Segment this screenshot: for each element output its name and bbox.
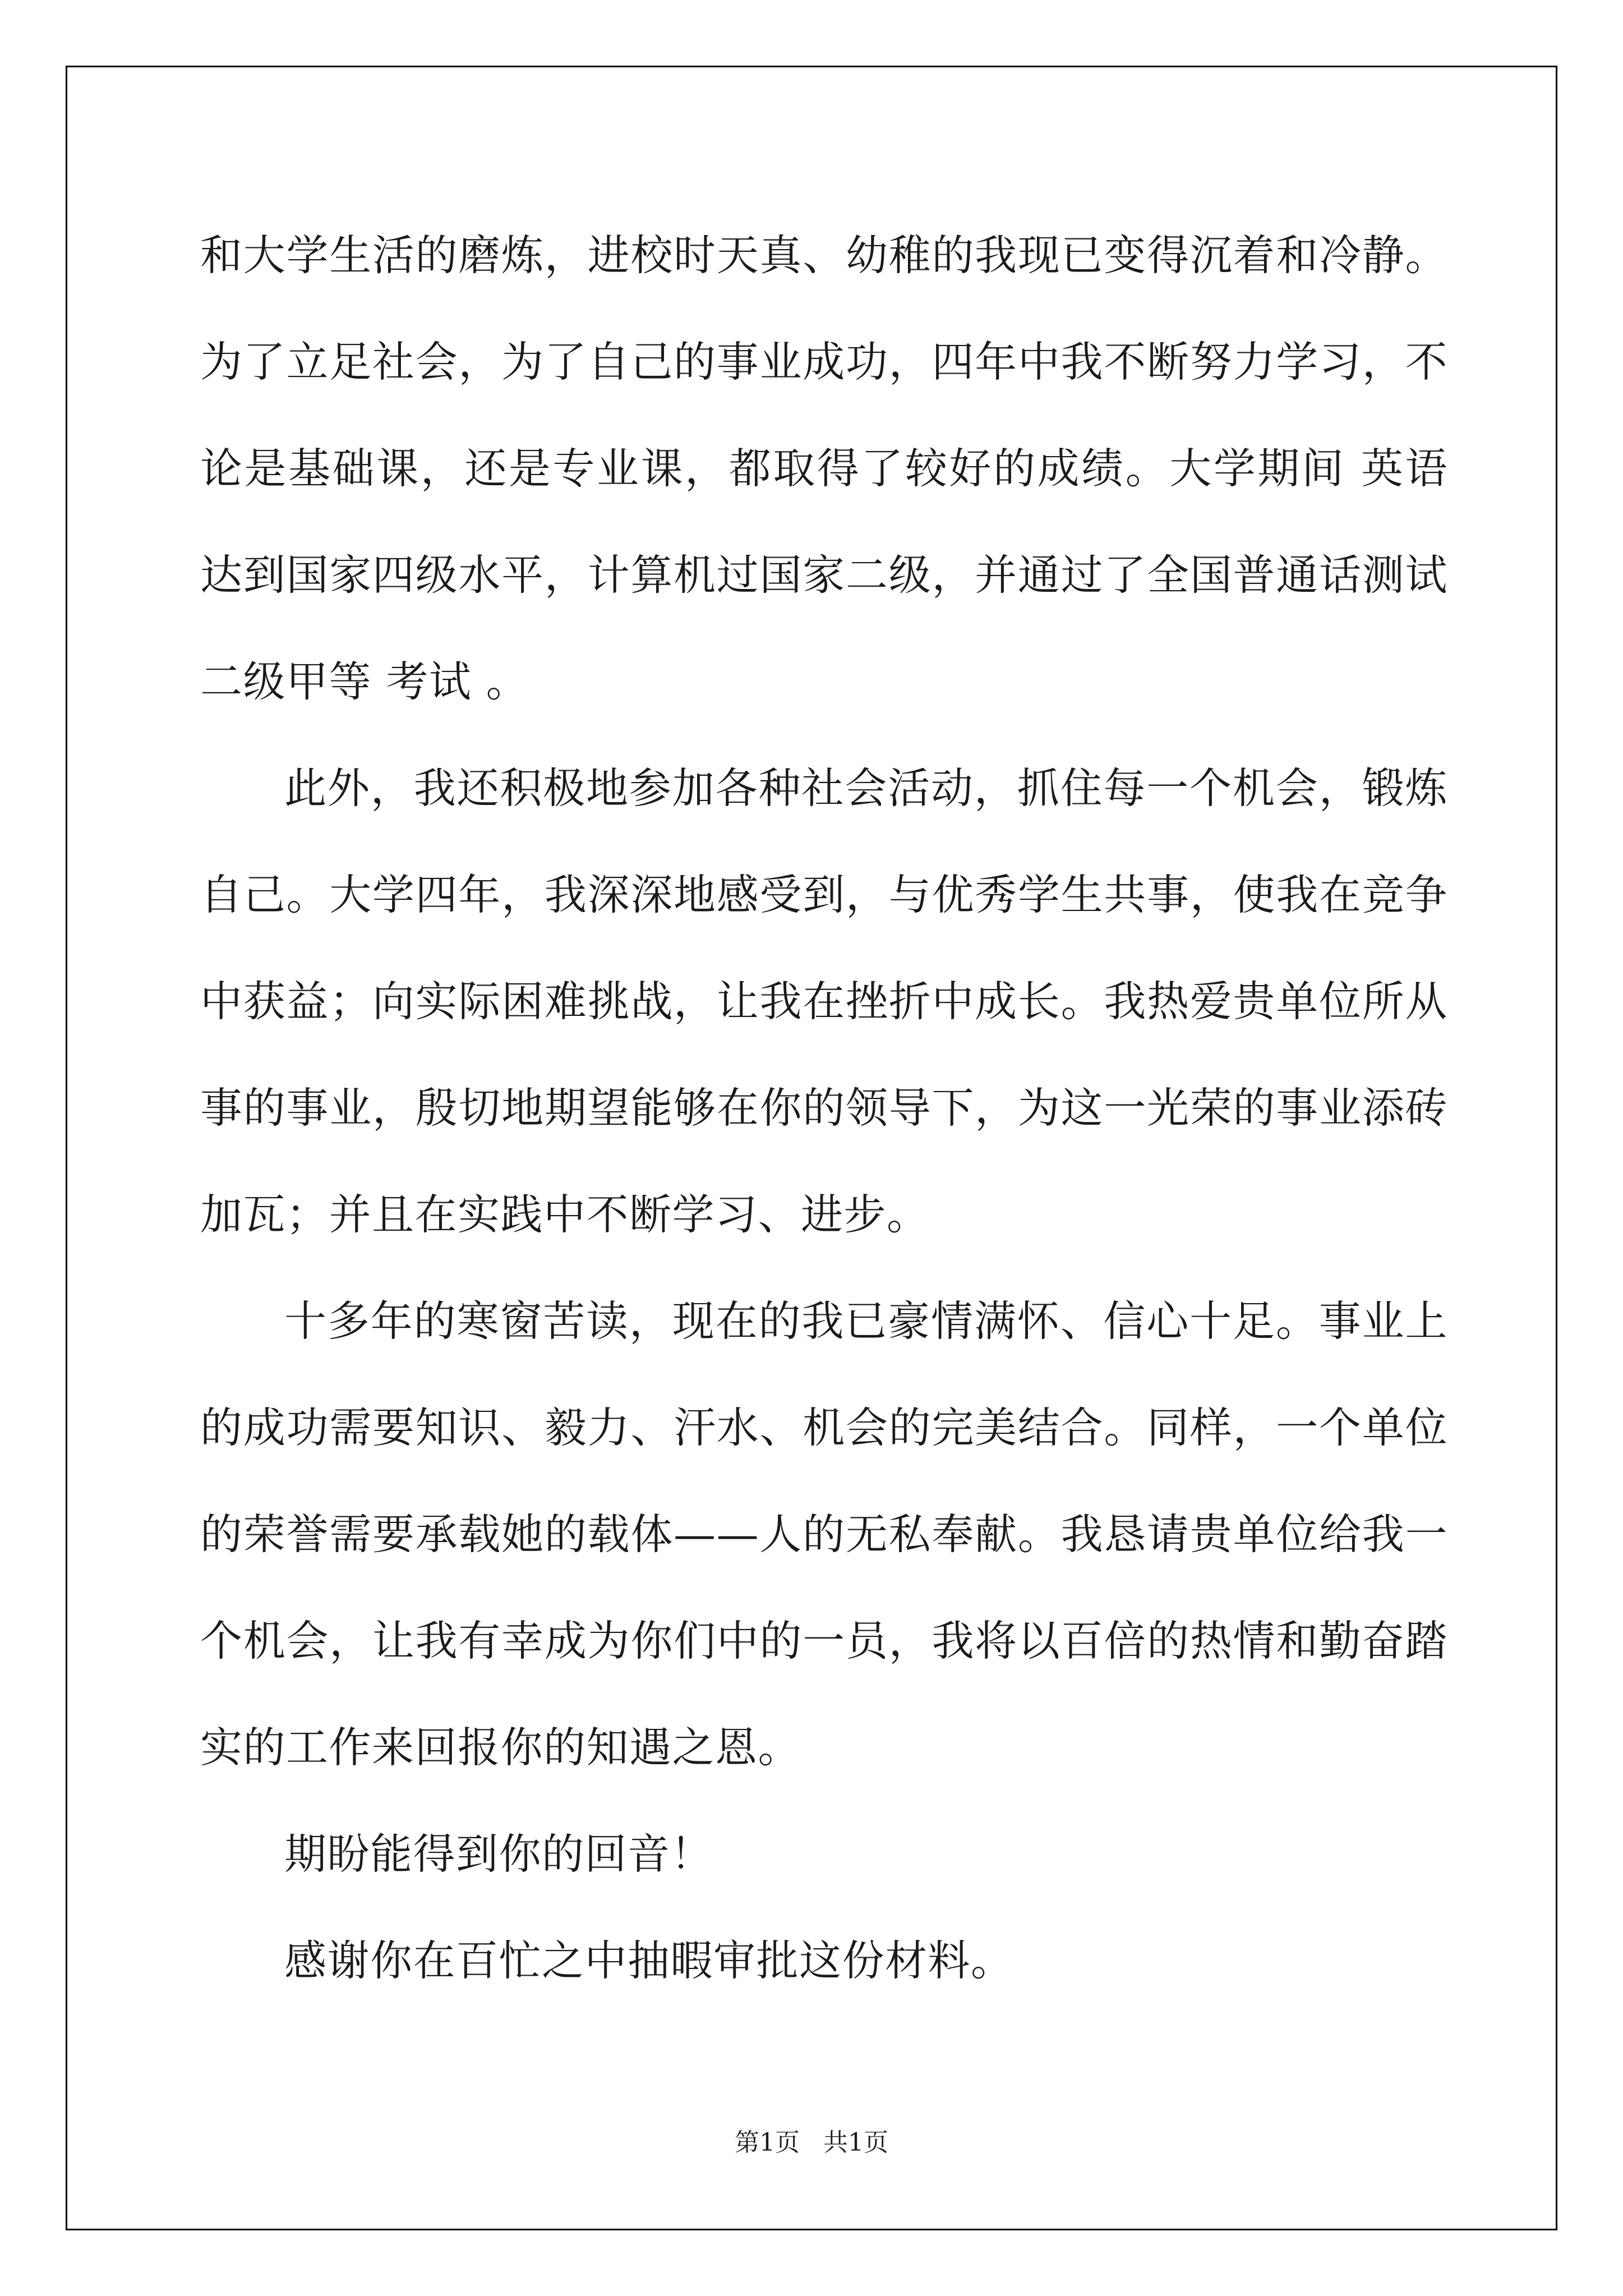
paragraph-4: 期盼能得到你的回音！ [284, 1829, 714, 1879]
paragraph-1: 和大学生活的磨炼，进校时天真、幼稚的我现已变得沉着和冷静。为了立足社会，为了自己的事业成功，四年中我不断努力学习，不论是基础课，还是专业课，都取得了较好的成绩。大学期间 英语达到国家四级水平，计算机过国家二级，并通过了全国普通话测试二级甲等 考试 。 [200, 231, 1448, 706]
paragraph-3: 十多年的寒窗苦读，现在的我已豪情满怀、信心十足。事业上的成功需要知识、毅力、汗水、机会的完美结合。同样，一个单位的荣誉需要承载她的载体——人的无私奉献。我恳请贵单位给我一个机会，让我有幸成为你们中的一员，我将以百倍的热情和勤奋踏实的工作来回报你的知遇之恩。 [200, 1296, 1448, 1772]
paragraph-2: 此外，我还积极地参加各种社会活动，抓住每一个机会，锻炼自己。大学四年，我深深地感受到，与优秀学生共事，使我在竞争中获益；向实际困难挑战，让我在挫折中成长。我热爱贵单位所从事的事业，殷切地期望能够在你的领导下，为这一光荣的事业添砖加瓦；并且在实践中不断学习、进步。 [200, 763, 1448, 1239]
page-footer [0, 2126, 1623, 2160]
page-number: 第1页 共1页 [735, 2128, 888, 2157]
paragraph-5: 感谢你在百忙之中抽暇审批这份材料。 [284, 1936, 1014, 1985]
